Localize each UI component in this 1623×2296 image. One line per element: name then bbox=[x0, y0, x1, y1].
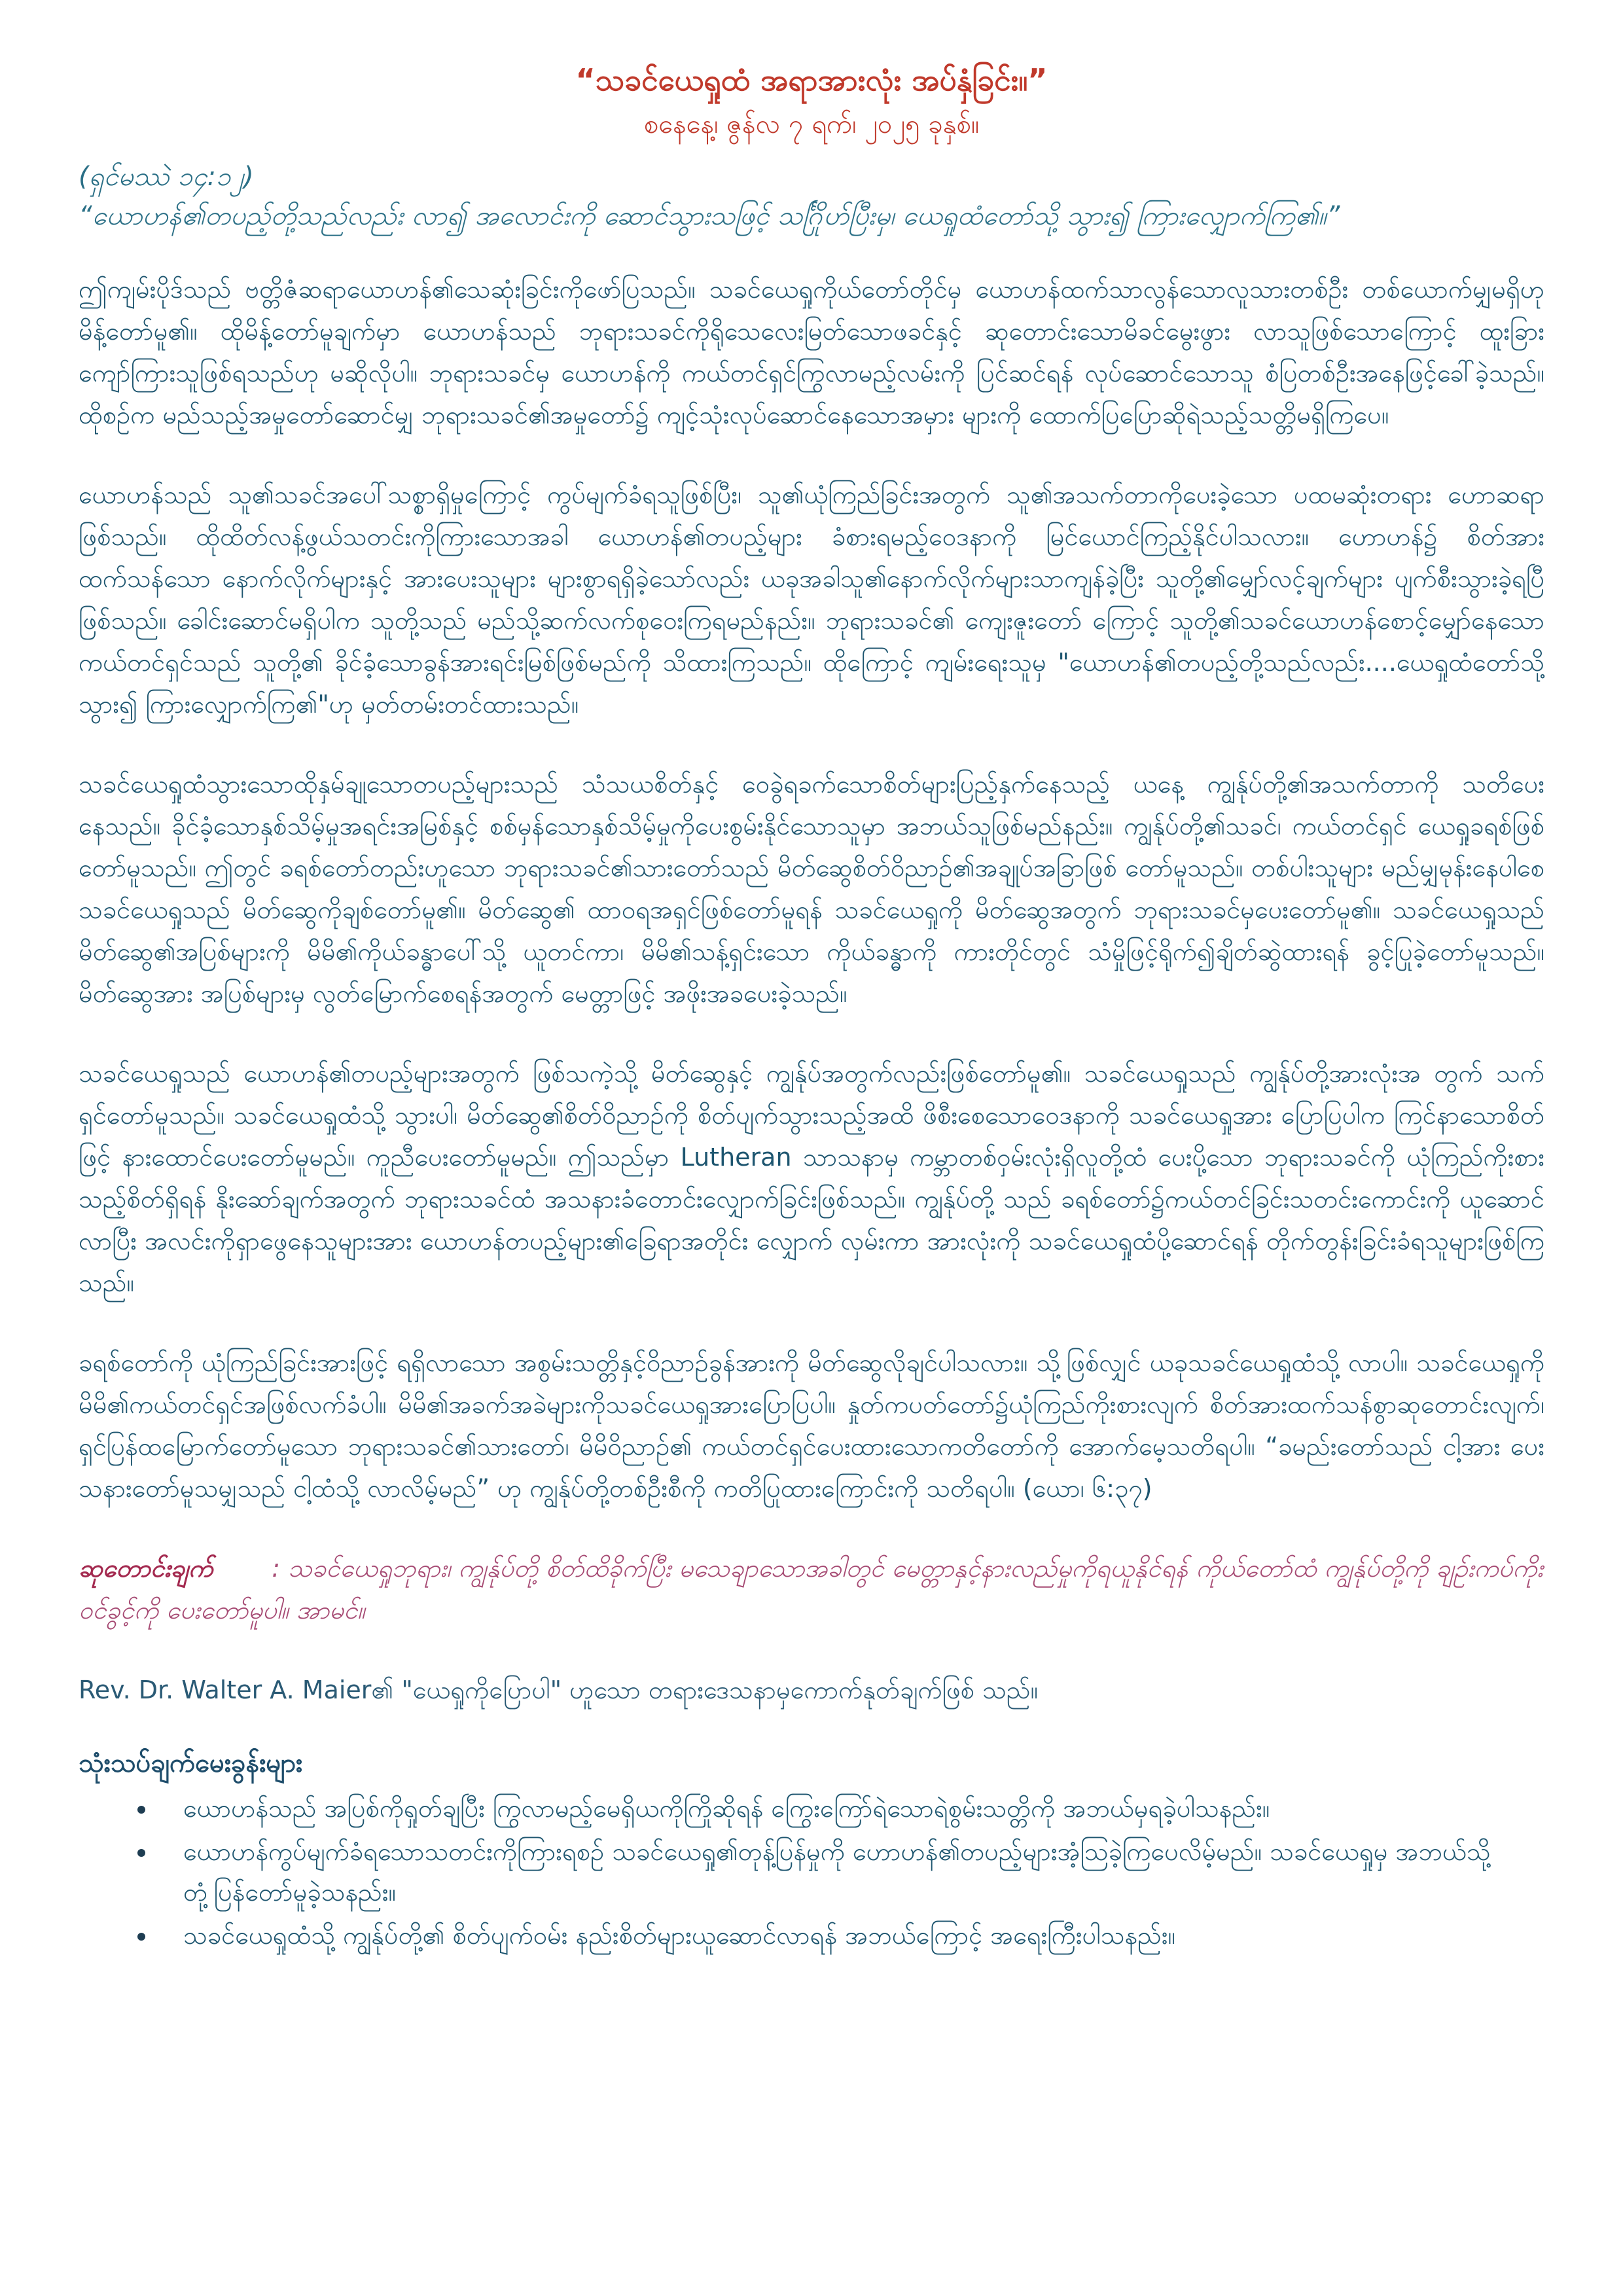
scripture-reference: (ရှင်မဿဲ ၁၄:၁၂) bbox=[79, 162, 254, 192]
reflection-title: သုံးသပ်ချက်မေးခွန်းများ bbox=[79, 1748, 303, 1778]
prayer-text: : သခင်ယေရှုဘုရား၊ ကျွန်ုပ်တို့ စိတ်ထိခိုက်ပြီး မသေချာသောအခါတွင် မေတ္တာနှင့်နားလည်မှုကိုရယူနိုင်ရန် ကိုယ်တော်ထံ ကျွန်ုပ်တို့ကို ချဉ်းကပ်ကိုးဝင်ခွင့်ကို ပေးတော်မူပါ။ အာမင်။ bbox=[79, 1554, 1544, 1624]
reflection-question: • ယောဟန်ကွပ်မျက်ခံရသောသတင်းကိုကြားရစဉ် သခင်ယေရှု၏တုန့်ပြန်မှုကို ဟောဟန်၏တပည့်များအံ့သြခဲ့ကြပေလိမ့်မည်။ သခင်ယေရှုမှ အဘယ်သို့တုံ့ပြန်တော်မူခဲ့သနည်း။ bbox=[157, 1831, 1544, 1912]
reflection-question: • ယောဟန်သည် အပြစ်ကိုရှုတ်ချပြီး ကြွလာမည့်မေရှိယကိုကြိုဆိုရန် ကြွေးကြော်ရဲသောရဲစွမ်းသတ္တိကို အဘယ်မှရခဲ့ပါသနည်း။ bbox=[157, 1788, 1544, 1829]
body-paragraph: ခရစ်တော်ကို ယုံကြည်ခြင်းအားဖြင့် ရရှိလာသော အစွမ်းသတ္တိနှင့်ဝိညာဉ်ခွန်အားကို မိတ်ဆွေလိုချင်ပါသလား။ သို့ဖြစ်လျှင် ယခုသခင်ယေရှုထံသို့ လာပါ။ သခင်ယေရှုကို မိမိ၏ကယ်တင်ရှင်အဖြစ်လက်ခံပါ။ မိမိ၏အခက်အခဲများကိုသခင်ယေရှုအားပြောပြပါ။ နှုတ်ကပတ်တော်၌ယုံကြည်ကိုးစားလျက် စိတ်အားထက်သန်စွာဆုတောင်းလျက်၊ ရှင်ပြန်ထမြောက်တော်မူသော ဘုရားသခင်၏သားတော်၊ မိမိဝိညာဉ်၏ ကယ်တင်ရှင်ပေးထားသောကတိတော်ကို အောက်မေ့သတိရပါ။ “ခမည်းတော်သည် ငါ့အား ပေးသနားတော်မူသမျှသည် ငါ့ထံသို့ လာလိမ့်မည်” ဟု ကျွန်ုပ်တို့တစ်ဦးစီကို ကတိပြုထားကြောင်းကို သတိရပါ။ (ယော၊ ၆:၃၇) bbox=[79, 1348, 1544, 1503]
body-paragraph: ဤကျမ်းပိုဒ်သည် ဗတ္တိဇံဆရာယောဟန်၏သေဆုံးခြင်းကိုဖော်ပြသည်။ သခင်ယေရှုကိုယ်တော်တိုင်မှ ယောဟန်ထက်သာလွန်သောလူသားတစ်ဦး တစ်ယောက်မျှမရှိဟု မိန့်တော်မူ၏။ ထိုမိန့်တော်မူချက်မှာ ယောဟန်သည် ဘုရားသခင်ကိုရိုသေလေးမြတ်သောဖခင်နှင့် ဆုတောင်းသောမိခင်မွေးဖွား လာသူဖြစ်သောကြောင့် ထူးခြားကျော်ကြားသူဖြစ်ရသည်ဟု မဆိုလိုပါ။ ဘုရားသခင်မှ ယောဟန်ကို ကယ်တင်ရှင်ကြွလာမည့်လမ်းကို ပြင်ဆင်ရန် လုပ်ဆောင်သောသူ စံပြတစ်ဦးအနေဖြင့်ခေါ်ခဲ့သည်။ ထိုစဉ်က မည်သည့်အမှုတော်ဆောင်မျှ ဘုရားသခင်၏အမှုတော်၌ ကျင့်သုံးလုပ်ဆောင်နေသောအမှား များကို ထောက်ပြပြောဆိုရဲသည့်သတ္တိမရှိကြပေ။ bbox=[79, 275, 1544, 429]
reflection-list bbox=[79, 1788, 1544, 1956]
body-paragraph: သခင်ယေရှုထံသွားသောထိုနှမ်ချုသောတပည့်များသည် သံသယစိတ်နှင့် ဝေခွဲရခက်သောစိတ်များပြည့်နှက်နေသည့် ယနေ့ ကျွန်ုပ်တို့၏အသက်တာကို သတိပေးနေသည်။ ခိုင်ခံ့သောနှစ်သိမ့်မှုအရင်းအမြစ်နှင့် စစ်မှန်သောနှစ်သိမ့်မှုကိုပေးစွမ်းနိုင်သောသူမှာ အဘယ်သူဖြစ်မည်နည်း။ ကျွန်ုပ်တို့၏သခင်၊ ကယ်တင်ရှင် ယေရှုခရစ်ဖြစ်တော်မူသည်။ ဤတွင် ခရစ်တော်တည်းဟူသော ဘုရားသခင်၏သားတော်သည် မိတ်ဆွေစိတ်ဝိညာဉ်၏အချုပ်အခြာဖြစ် တော်မူသည်။ တစ်ပါးသူများ မည်မျှမုန်းနေပါစေ သခင်ယေရှုသည် မိတ်ဆွေကိုချစ်တော်မူ၏။ မိတ်ဆွေ၏ ထာဝရအရှင်ဖြစ်တော်မူရန် သခင်ယေရှုကို မိတ်ဆွေအတွက် ဘုရားသခင်မှပေးတော်မူ၏။ သခင်ယေရှုသည် မိတ်ဆွေ၏အပြစ်များကို မိမိ၏ကိုယ်ခန္ဓာပေါ်သို့ ယူတင်ကာ၊ မိမိ၏သန့်ရှင်းသော ကိုယ်ခန္ဓာကို ကားတိုင်တွင် သံမှိုဖြင့်ရိုက်၍ချိတ်ဆွဲထားရန် ခွင့်ပြုခဲ့တော်မူသည်။ မိတ်ဆွေအား အပြစ်များမှ လွတ်မြောက်စေရန်အတွက် မေတ္တာဖြင့် အဖိုးအခပေးခဲ့သည်။ bbox=[79, 770, 1544, 1008]
prayer-block bbox=[79, 1547, 1544, 1631]
reflection-question: • သခင်ယေရှုထံသို့ ကျွန်ုပ်တို့၏ စိတ်ပျက်ဝမ်း နည်းစိတ်များယူဆောင်လာရန် အဘယ်ကြောင့် အရေးကြီးပါသနည်း။ bbox=[157, 1915, 1544, 1956]
date-line: စနေနေ့၊ ဇွန်လ ၇ ရက်၊ ၂၀၂၅ ခုနှစ်။ bbox=[643, 109, 980, 139]
body-paragraph: သခင်ယေရှုသည် ယောဟန်၏တပည့်များအတွက် ဖြစ်သကဲ့သို့ မိတ်ဆွေနှင့် ကျွန်ုပ်အတွက်လည်းဖြစ်တော်မူ၏။ သခင်ယေရှုသည် ကျွန်ုပ်တို့အားလုံးအ တွက် သက်ရှင်တော်မူသည်။ သခင်ယေရှုထံသို့ သွားပါ၊ မိတ်ဆွေ၏စိတ်ဝိညာဉ်ကို စိတ်ပျက်သွားသည့်အထိ ဖိစီးစေသောဝေဒနာကို သခင်ယေရှုအား ပြောပြပါက ကြင်နာသောစိတ်ဖြင့် နားထောင်ပေးတော်မူမည်။ ကူညီပေးတော်မူမည်။ ဤသည်မှာ Lutheran သာသနာမှ ကမ္ဘာတစ်ဝှမ်းလုံးရှိလူတို့ထံ ပေးပို့သော ဘုရားသခင်ကို ယုံကြည်ကိုးစားသည့်စိတ်ရှိရန် နိုးဆော်ချက်အတွက် ဘုရားသခင်ထံ အသနားခံတောင်းလျှောက်ခြင်းဖြစ်သည်။ ကျွန်ုပ်တို့ သည် ခရစ်တော်၌ကယ်တင်ခြင်းသတင်းကောင်းကို ယူဆောင်လာပြီး အလင်းကိုရှာဖွေနေသူများအား ယောဟန်တပည့်များ၏ခြေရာအတိုင်း လျှောက် လှမ်းကာ အားလုံးကို သခင်ယေရှုထံပို့ဆောင်ရန် တိုက်တွန်းခြင်းခံရသူများဖြစ်ကြသည်။ bbox=[79, 1059, 1544, 1297]
devotional-page bbox=[79, 59, 1544, 1958]
attribution: Rev. Dr. Walter A. Maier၏ "ယေရှုကိုပြောပါ" ဟူသော တရားဒေသနာမှကောက်နုတ်ချက်ဖြစ် သည်။ bbox=[79, 1676, 1039, 1704]
prayer-label: ဆုတောင်းချက် bbox=[79, 1554, 213, 1583]
body-paragraph: ယောဟန်သည် သူ၏သခင်အပေါ်သစ္စာရှိမှုကြောင့် ကွပ်မျက်ခံရသူဖြစ်ပြီး၊ သူ၏ယုံကြည်ခြင်းအတွက် သူ၏အသက်တာကိုပေးခဲ့သော ပထမဆုံးတရား ဟောဆရာဖြစ်သည်။ ထိုထိတ်လန့်ဖွယ်သတင်းကိုကြားသောအခါ ယောဟန်၏တပည့်များ ခံစားရမည့်ဝေဒနာကို မြင်ယောင်ကြည့်နိုင်ပါသလား။ ဟောဟန်၌ စိတ်အားထက်သန်သော နောက်လိုက်များနှင့် အားပေးသူများ များစွာရရှိခဲ့သော်လည်း ယခုအခါသူ၏နောက်လိုက်များသာကျန်ခဲ့ပြီး သူတို့၏မျှော်လင့်ချက်များ ပျက်စီးသွားခဲ့ရပြီဖြစ်သည်။ ခေါင်းဆောင်မရှိပါက သူတို့သည် မည်သို့ဆက်လက်စုဝေးကြရမည်နည်း။ ဘုရားသခင်၏ ကျေးဇူးတော် ကြောင့် သူတို့၏သခင်ယောဟန်စောင့်မျှော်နေသောကယ်တင်ရှင်သည် သူတို့၏ ခိုင်ခံ့သောခွန်အားရင်းမြစ်ဖြစ်မည်ကို သိထားကြသည်။ ထိုကြောင့် ကျမ်းရေးသူမှ "ယောဟန်၏တပည့်တို့သည်လည်း....ယေရှုထံတော်သို့ သွား၍ ကြားလျှောက်ကြ၏"ဟု မှတ်တမ်းတင်ထားသည်။ bbox=[79, 480, 1544, 719]
page-title: “သခင်ယေရှုထံ အရာအားလုံး အပ်နှံခြင်း။” bbox=[575, 62, 1048, 98]
scripture-verse: “ယောဟန်၏တပည့်တို့သည်လည်း လာ၍ အလောင်းကို ဆောင်သွားသဖြင့် သင်္ဂြိုဟ်ပြီးမှ၊ ယေရှုထံတော်သို့ သွား၍ ကြားလျှောက်ကြ၏။” bbox=[79, 201, 1340, 231]
